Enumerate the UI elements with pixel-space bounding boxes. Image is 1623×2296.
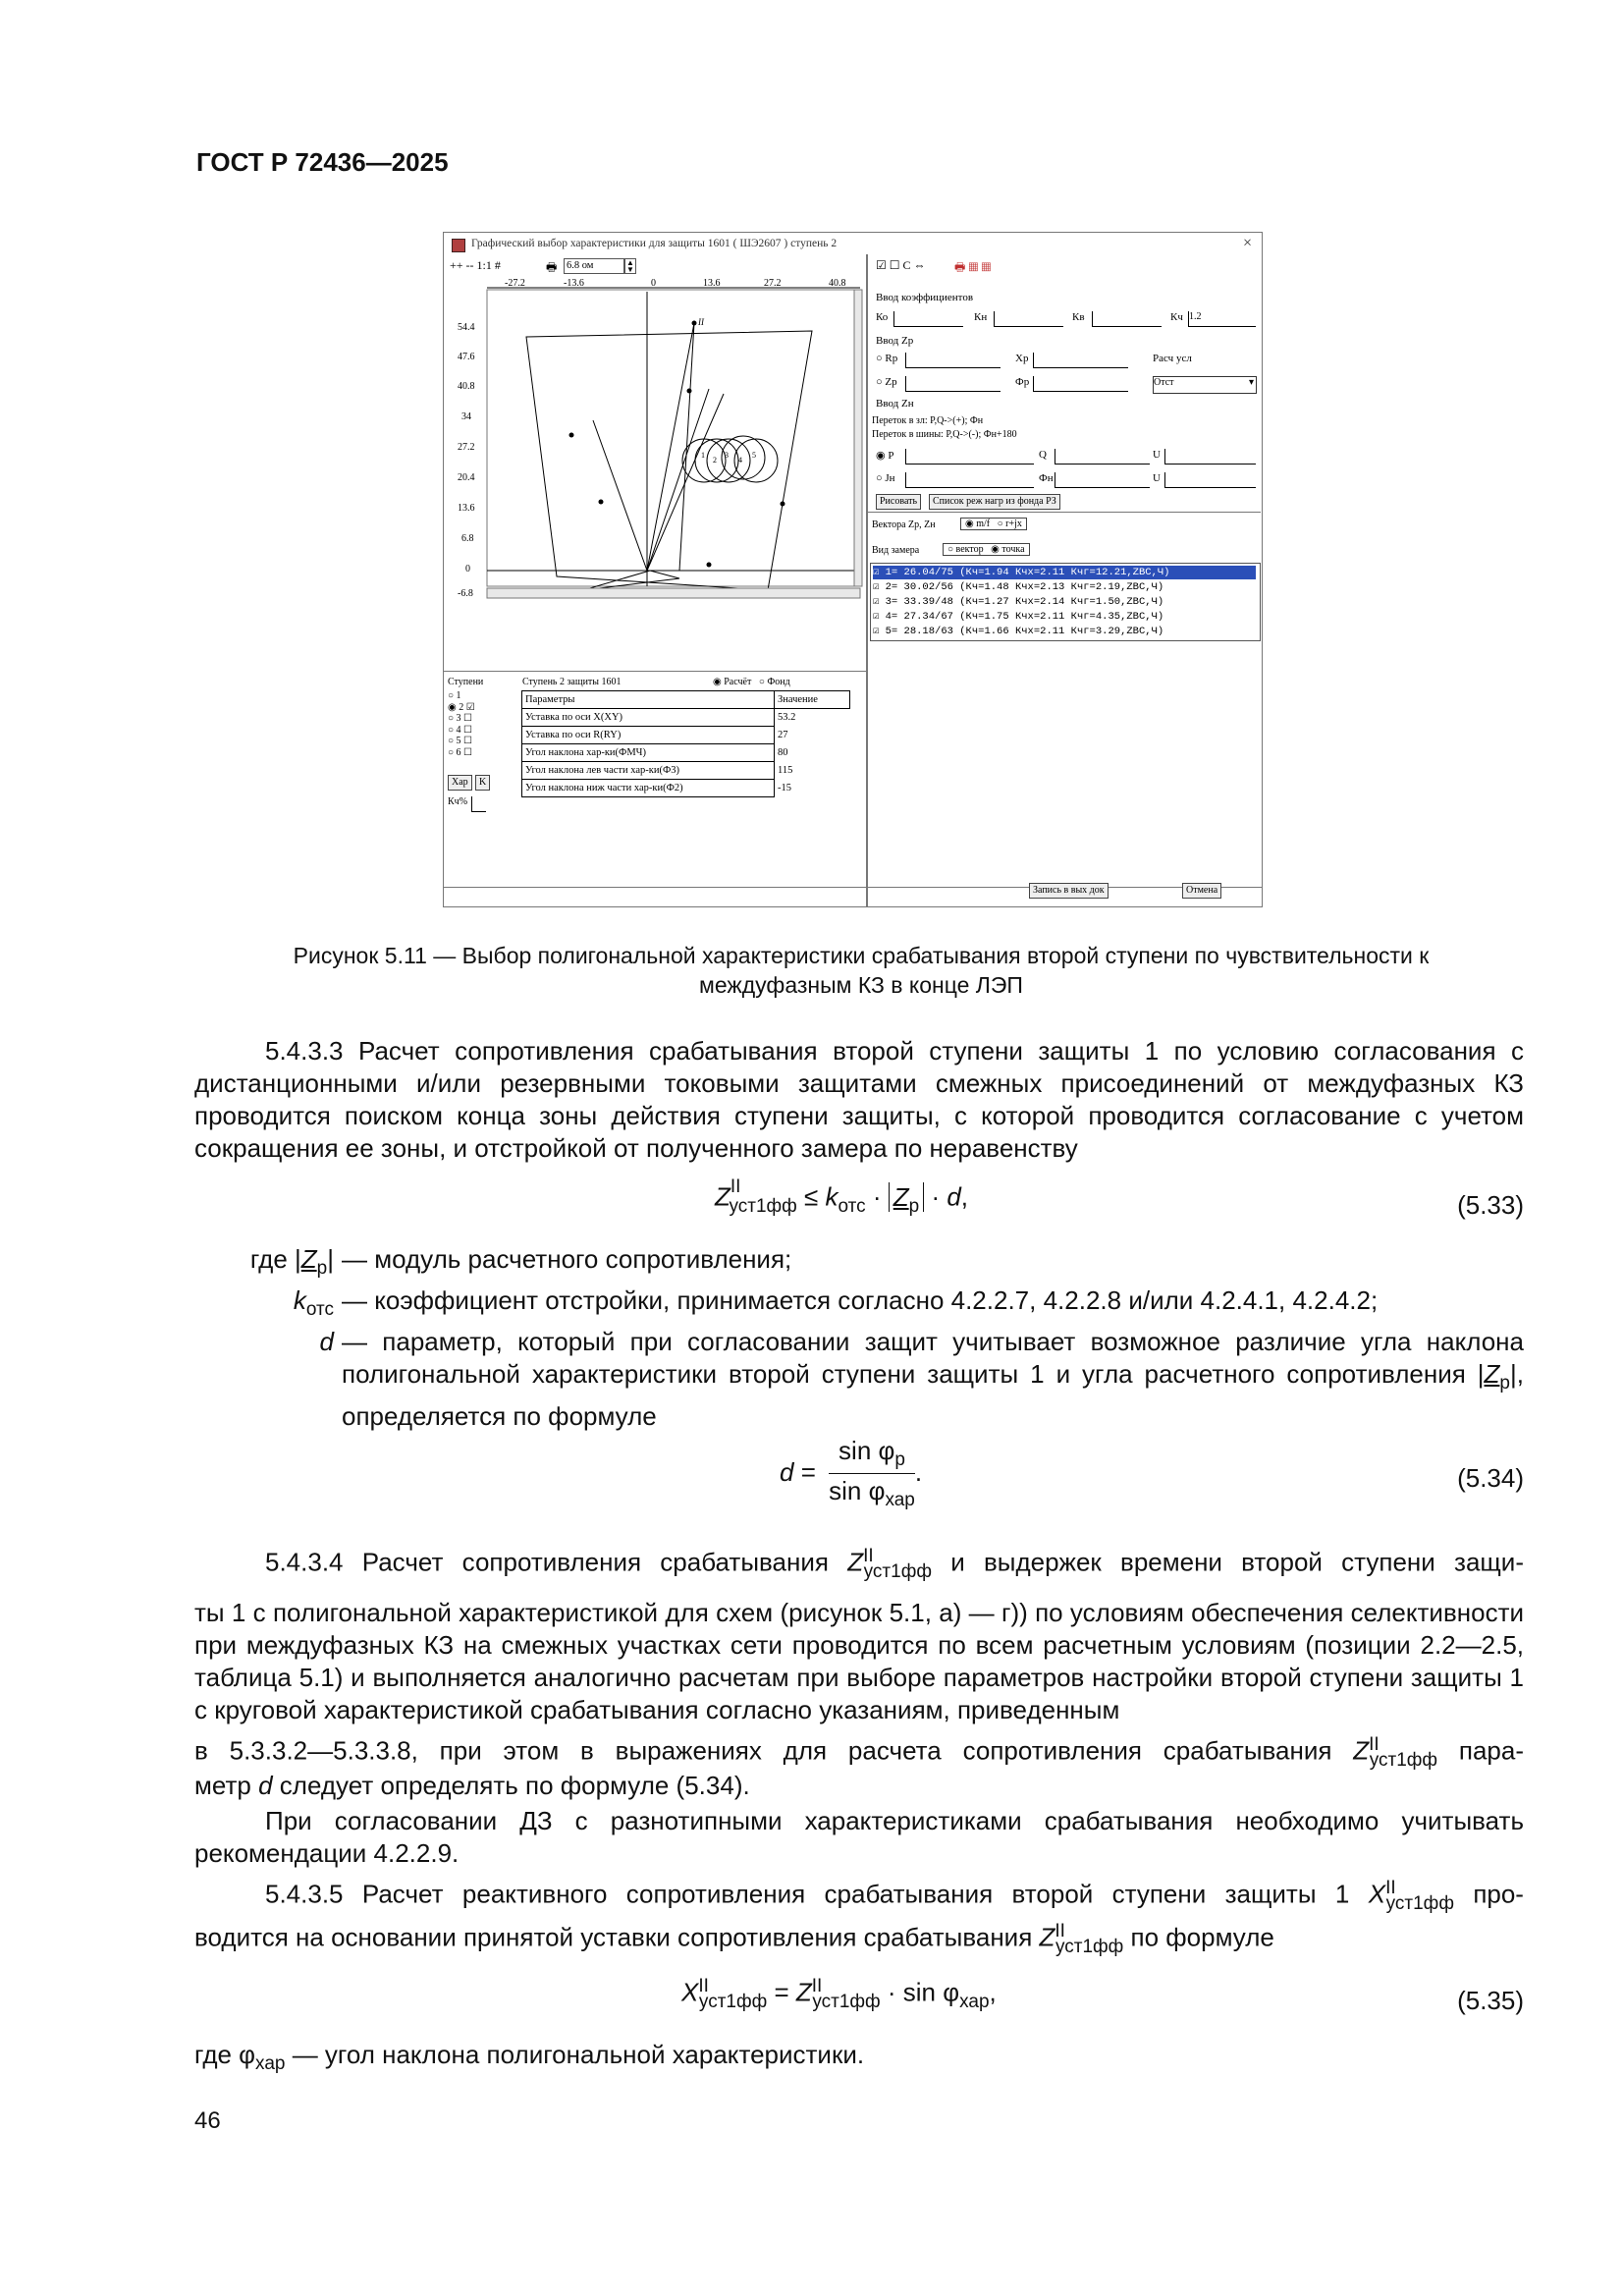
characteristic-plot bbox=[444, 276, 866, 600]
view-toolbar[interactable]: ☑ ☐ C ⇔ bbox=[876, 258, 926, 272]
where-zp-text: — модуль расчетного сопротивления; bbox=[342, 1244, 792, 1274]
flow-hint-1: Переток в зл: P,Q->(+); Фн bbox=[872, 415, 984, 426]
x-tick: 27.2 bbox=[764, 278, 782, 289]
stage-radio[interactable]: ○ 4 ☐ bbox=[448, 724, 473, 736]
point-option-label: точка bbox=[1001, 544, 1025, 555]
ko-input[interactable] bbox=[893, 311, 963, 327]
flow-hint-2: Переток в шины: P,Q->(-); Фн+180 bbox=[872, 429, 1017, 440]
section-divider bbox=[868, 512, 1261, 513]
param-value[interactable]: -15 bbox=[778, 783, 791, 793]
eq-number-5-33: (5.33) bbox=[1457, 1190, 1524, 1220]
formula-5-33: $Z^{II}_{уст1фф} \le k_{отс} \cdot Z_р \cdot d$, bbox=[715, 1176, 969, 1217]
results-list[interactable] bbox=[870, 563, 1261, 641]
u-input[interactable] bbox=[1164, 449, 1256, 465]
jn-input[interactable] bbox=[905, 472, 1034, 488]
page-number: 46 bbox=[194, 2107, 221, 2134]
rp-input[interactable] bbox=[905, 353, 1001, 368]
circle-label: 2 bbox=[713, 456, 717, 465]
load-list-button[interactable]: Список реж нагр из фонда РЗ bbox=[929, 494, 1060, 510]
where-symbol: d bbox=[319, 1327, 334, 1357]
zp-group-label: Ввод Zр bbox=[876, 335, 914, 347]
eq-number-5-34: (5.34) bbox=[1457, 1463, 1524, 1493]
mf-label: m/f bbox=[976, 519, 991, 529]
param-name: Угол наклона лев части хар-ки(Ф3) bbox=[522, 762, 775, 780]
xp-input[interactable] bbox=[1033, 353, 1128, 368]
xar-button[interactable]: Хар bbox=[448, 775, 472, 791]
k-button[interactable]: K bbox=[475, 775, 490, 791]
fond-label: Фонд bbox=[767, 677, 790, 687]
panel-divider bbox=[866, 254, 868, 906]
p-input[interactable] bbox=[905, 449, 1034, 465]
paragraph-5-4-3-4-end: метр d следует определять по формуле (5.34). bbox=[194, 1771, 750, 1800]
param-name: Уставка по оси R(RY) bbox=[522, 727, 775, 744]
u-label: U bbox=[1153, 449, 1161, 461]
paragraph-recommendation: При согласовании ДЗ с разнотипными характеристиками срабатывания необходимо учитывать рекомендации 4.2.2.9. bbox=[194, 1806, 1524, 1868]
circle-label: 5 bbox=[752, 451, 756, 460]
fn-input[interactable] bbox=[1055, 472, 1150, 488]
stages-label: Ступени bbox=[448, 677, 484, 687]
where-block bbox=[194, 1243, 1524, 1433]
save-button[interactable]: Запись в вых док bbox=[1029, 883, 1109, 899]
figure-caption bbox=[196, 941, 1526, 1000]
table-header-cell: Параметры bbox=[522, 691, 775, 709]
document-header: ГОСТ Р 72436—2025 bbox=[196, 147, 449, 177]
zp-radio[interactable]: ○ Zр bbox=[876, 376, 897, 388]
circle-label: 3 bbox=[725, 451, 729, 460]
table-row[interactable] bbox=[522, 744, 850, 762]
ko-label: Ко bbox=[876, 311, 889, 323]
table-row[interactable] bbox=[522, 727, 850, 744]
table-row[interactable] bbox=[522, 709, 850, 727]
paragraph-5-4-3-3: 5.4.3.3 Расчет сопротивления срабатывания второй ступени защиты 1 по условию согласования с дистанционными и/или резервными токовыми защитами смежных присоединений от междуфазных КЗ проводится поиском конца зоны действия ступени защиты, с которой проводится согласование с учетом сокращения ее зоны, и отстройкой от полученного замера по неравенству bbox=[194, 1036, 1524, 1163]
param-value[interactable]: 115 bbox=[778, 765, 793, 776]
rjx-label: r+jx bbox=[1005, 519, 1022, 529]
y-tick: 54.4 bbox=[458, 322, 475, 333]
stage-radio[interactable]: ◉ 2 ☑ bbox=[448, 701, 475, 713]
list-item[interactable]: ☑ 5= 28.18/63 (Кч=1.66 Кчх=2.11 Кчг=3.29,ZBC,Ч) bbox=[873, 626, 1164, 637]
list-item[interactable]: ☑ 2= 30.02/56 (Кч=1.48 Кчх=2.13 Кчг=2.19,ZBC,Ч) bbox=[873, 581, 1164, 593]
app-icon bbox=[452, 239, 465, 252]
screenshot-window bbox=[443, 232, 1263, 907]
stage-radio[interactable]: ○ 1 bbox=[448, 690, 461, 701]
rp-radio[interactable]: ○ Rр bbox=[876, 353, 898, 364]
parameters-table bbox=[521, 690, 850, 797]
formula-5-34: d = $\sin \varphi_р$ $\sin \varphi_{хар}$ . bbox=[780, 1436, 923, 1511]
table-row[interactable] bbox=[522, 762, 850, 780]
u2-label: U bbox=[1153, 472, 1161, 484]
footer-divider bbox=[444, 887, 1262, 888]
param-value[interactable]: 80 bbox=[778, 747, 788, 758]
vectors-label: Вектора Zр, Zн bbox=[872, 519, 936, 530]
circle-label: 4 bbox=[738, 456, 742, 465]
table-header-cell: Значение bbox=[775, 691, 850, 709]
kv-input[interactable] bbox=[1092, 311, 1162, 327]
param-value[interactable]: 27 bbox=[778, 730, 788, 740]
calc-label: Расчёт bbox=[724, 677, 752, 687]
paragraph-5-4-3-5-first: 5.4.3.5 Расчет реактивного сопротивления срабатывания второй ступени защиты 1 $X^{II}_{уст1фф}$ про- bbox=[265, 1878, 1524, 1914]
xp-label: Xр bbox=[1015, 353, 1029, 364]
y-tick: 6.8 bbox=[461, 533, 474, 544]
p-label: P bbox=[888, 450, 894, 462]
y-tick: 40.8 bbox=[458, 381, 475, 392]
x-tick: 40.8 bbox=[829, 278, 846, 289]
kv-label: Кв bbox=[1072, 311, 1085, 323]
q-label: Q bbox=[1039, 449, 1047, 461]
stage-radio[interactable]: ○ 5 ☐ bbox=[448, 736, 473, 746]
where-k-text: — коэффициент отстройки, принимается согласно 4.2.2.7, 4.2.2.8 и/или 4.2.4.1, 4.2.4.2; bbox=[342, 1285, 1379, 1316]
window-title: Графический выбор характеристики для защиты 1601 ( ШЭ2607 ) ступень 2 bbox=[471, 238, 838, 249]
paragraph-5-4-3-4-first: 5.4.3.4 Расчет сопротивления срабатывания $Z^{II}_{уст1фф}$ и выдержек времени второй ступени защи- bbox=[265, 1546, 1524, 1582]
y-tick: 20.4 bbox=[458, 472, 475, 483]
fp-input[interactable] bbox=[1033, 376, 1128, 392]
paragraph-5-4-3-4-cont: в 5.3.3.2—5.3.3.8, при этом в выражениях для расчета сопротивления срабатывания $Z^{II}_{уст1фф}$ пара- bbox=[194, 1734, 1524, 1771]
meas-label: Вид замера bbox=[872, 545, 920, 556]
caption-line-2: междуфазным КЗ в конце ЛЭП bbox=[699, 972, 1023, 998]
p-radio[interactable]: ◉ P bbox=[876, 450, 894, 462]
calc-cond-value: Отст bbox=[1154, 377, 1174, 388]
param-value[interactable]: 53.2 bbox=[778, 712, 796, 724]
y-tick: -6.8 bbox=[458, 588, 473, 599]
fn-label: Фн bbox=[1039, 472, 1054, 484]
circle-label: 1 bbox=[701, 451, 705, 460]
kch-pct-input[interactable] bbox=[471, 796, 486, 812]
param-name: Угол наклона хар-ки(ФМЧ) bbox=[522, 744, 775, 762]
x-tick: 0 bbox=[651, 278, 656, 289]
chevron-down-icon: ▾ bbox=[1248, 377, 1254, 388]
close-icon[interactable]: × bbox=[1242, 235, 1252, 251]
stage-title: Ступень 2 защиты 1601 bbox=[522, 677, 622, 687]
draw-button[interactable]: Рисовать bbox=[876, 494, 921, 510]
eq-number-5-35: (5.35) bbox=[1457, 1986, 1524, 2015]
meas-toggle[interactable]: ○ вектор ◉ точка bbox=[943, 543, 1030, 556]
y-tick: 0 bbox=[465, 564, 470, 574]
where-symbol: $k_{отс}$ bbox=[293, 1285, 334, 1321]
u2-input[interactable] bbox=[1164, 472, 1256, 488]
bottom-divider bbox=[444, 671, 868, 672]
caption-line-1: Рисунок 5.11 — Выбор полигональной характеристики срабатывания второй ступени по чувствительности к bbox=[293, 943, 1430, 968]
cancel-button[interactable]: Отмена bbox=[1182, 883, 1221, 899]
kch-input[interactable]: 1.2 bbox=[1188, 311, 1256, 327]
list-item[interactable]: ☑ 3= 33.39/48 (Кч=1.27 Кчх=2.14 Кчг=1.50,ZBC,Ч) bbox=[873, 596, 1164, 608]
scale-input[interactable]: 6.8 ом bbox=[564, 258, 624, 274]
kn-input[interactable] bbox=[994, 311, 1063, 327]
y-tick: 47.6 bbox=[458, 352, 475, 362]
y-tick: 27.2 bbox=[458, 442, 475, 453]
jn-radio[interactable]: ○ Jн bbox=[876, 472, 895, 484]
list-item[interactable]: ☑ 4= 27.34/67 (Кч=1.75 Кчх=2.11 Кчг=4.35,ZBC,Ч) bbox=[873, 611, 1164, 623]
zp-label: Zр bbox=[885, 376, 897, 388]
export-icons[interactable]: 🖶 ▦ ▦ bbox=[954, 260, 992, 274]
stage-radio[interactable]: ○ 3 ☐ bbox=[448, 713, 473, 724]
kch-label: Кч bbox=[1170, 311, 1183, 323]
x-tick: -13.6 bbox=[564, 278, 584, 289]
formula-5-35: $X^{II}_{уст1фф} = Z^{II}_{уст1фф} \cdot \sin \varphi_{хар}$, bbox=[681, 1976, 997, 2012]
kch-pct-label: Кч% bbox=[448, 796, 468, 807]
x-tick: 13.6 bbox=[703, 278, 721, 289]
zp-input[interactable] bbox=[905, 376, 1001, 392]
coef-group-label: Ввод коэффициентов bbox=[876, 292, 974, 303]
scale-stepper[interactable]: ▲ ▼ bbox=[624, 258, 636, 274]
vectors-toggle[interactable]: ◉ m/f ○ r+jx bbox=[960, 518, 1027, 530]
zn-group-label: Ввод Zн bbox=[876, 398, 914, 410]
fp-label: Фр bbox=[1015, 376, 1030, 388]
where-symbol: где $|Z_р|$ bbox=[249, 1244, 334, 1280]
y-tick: 34 bbox=[461, 411, 471, 422]
calc-cond-select[interactable] bbox=[1153, 376, 1257, 394]
list-item[interactable]: ☑ 1= 26.04/75 (Кч=1.94 Кчх=2.11 Кчг=12.21,ZBC,Ч) bbox=[873, 566, 1256, 579]
y-tick: 13.6 bbox=[458, 503, 475, 514]
rp-label: Rр bbox=[885, 353, 898, 364]
table-row[interactable] bbox=[522, 780, 850, 797]
vector-label: вектор bbox=[955, 544, 984, 555]
print-icon[interactable]: 🖶 bbox=[546, 260, 558, 274]
stage-radio[interactable]: ○ 6 ☐ bbox=[448, 746, 473, 758]
kn-label: Кн bbox=[974, 311, 988, 323]
x-tick: -27.2 bbox=[505, 278, 525, 289]
jn-label: Jн bbox=[885, 472, 895, 484]
param-name: Угол наклона ниж части хар-ки(Ф2) bbox=[522, 780, 775, 797]
calc-cond-label: Расч усл bbox=[1153, 353, 1192, 364]
where-d-text: — параметр, который при согласовании защит учитывает возможное различие угла наклона полигональной характеристики второй ступени защиты 1 и угла расчетного сопротивления $|Z_р|$, определяется по формуле bbox=[342, 1327, 1524, 1431]
window-titlebar bbox=[444, 233, 1262, 256]
source-toggle[interactable]: ◉ Расчёт ○ Фонд bbox=[713, 677, 790, 687]
paragraph-5-4-3-4-body: ты 1 с полигональной характеристикой для схем (рисунок 5.1, а) — г)) по условиям обеспечения селективности при междуфазных КЗ на смежных участках сети проводится по всем расчетным условиям (позиции 2.2—2.5, таблица 5.1) и выполняется аналогично расчетам при выборе параметров настройки второй ступени защиты 1 с круговой характеристикой срабатывания согласно указаниям, приведенным bbox=[194, 1598, 1524, 1724]
point-label: II bbox=[698, 317, 704, 327]
q-input[interactable] bbox=[1055, 449, 1150, 465]
zoom-toolbar[interactable]: ++ -- 1:1 # bbox=[450, 258, 501, 272]
paragraph-5-4-3-5-cont: водится на основании принятой уставки сопротивления срабатывания $Z^{II}_{уст1фф}$ по формуле bbox=[194, 1921, 1274, 1957]
param-name: Уставка по оси X(XY) bbox=[522, 709, 775, 727]
where-phi-line: где $\varphi_{хар}$ — угол наклона полигональной характеристики. bbox=[194, 2040, 865, 2075]
table-header-row bbox=[522, 691, 850, 709]
stage-radio-group[interactable] bbox=[448, 690, 475, 758]
